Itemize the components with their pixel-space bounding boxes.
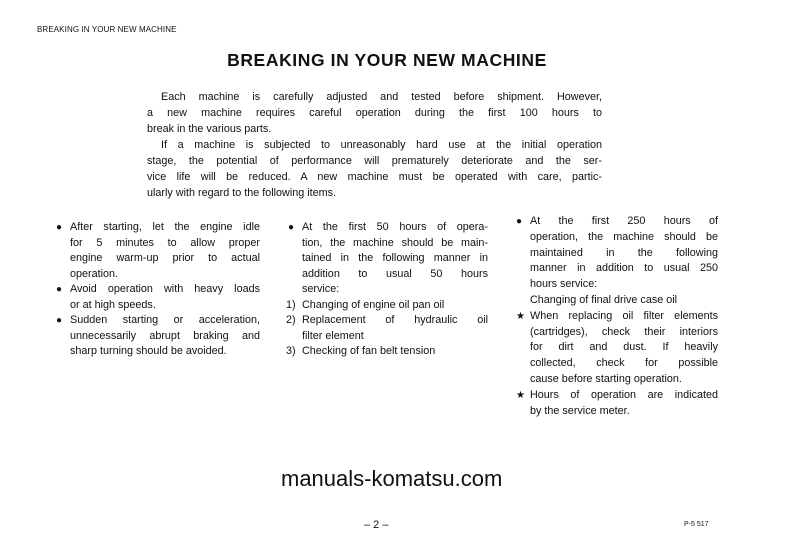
item-number: 2)	[286, 314, 296, 326]
list-item	[286, 298, 488, 314]
column-right	[516, 214, 718, 419]
star-icon: ★	[516, 310, 525, 322]
list-item-line: unnecessarily abrupt braking and	[70, 329, 260, 342]
list-item-line: At the first 50 hours of opera-	[302, 221, 488, 233]
list-item-line: hours service:	[530, 278, 598, 291]
intro-line: a new machine requires careful operation during the first 100 hours to	[147, 107, 602, 119]
bullet-icon: ●	[56, 315, 63, 326]
star-icon: ★	[516, 389, 525, 401]
list-item	[516, 388, 718, 420]
list-item-line: for dirt and dust. If heavily	[530, 341, 718, 354]
intro-line: ularly with regard to the following items.	[147, 187, 337, 199]
intro-paragraph	[147, 89, 602, 201]
list-item-line: tion, the machine should be main-	[302, 236, 488, 249]
list-item-line: tained in the following manner in	[302, 252, 488, 264]
list-item-line: engine warm-up prior to actual	[70, 252, 260, 264]
list-item-line: maintained in the following	[530, 246, 718, 259]
list-item-line: sharp turning should be avoided.	[70, 345, 227, 357]
list-item-line: Changing of engine oil pan oil	[302, 298, 445, 311]
list-item-line: Avoid operation with heavy loads	[70, 283, 260, 295]
item-number: 3)	[286, 345, 296, 357]
intro-line: If a machine is subjected to unreasonably hard use at the initial operation	[161, 139, 602, 151]
list-item-line: Sudden starting or acceleration,	[70, 314, 260, 326]
list-item	[516, 309, 718, 388]
column-middle	[286, 220, 488, 360]
intro-line: stage, the potential of performance will prematurely deteriorate and the ser-	[147, 155, 602, 167]
list-item-line: collected, check for possible	[530, 357, 718, 370]
list-item-line: When replacing oil filter elements	[530, 309, 718, 322]
page-code: P-5 517	[684, 521, 709, 528]
list-item-line: or at high speeds.	[70, 298, 156, 311]
list-item-line: cause before starting operation.	[530, 372, 682, 385]
list-item-line: operation, the machine should be	[530, 230, 718, 243]
list-item-line: addition to usual 50 hours	[302, 267, 488, 280]
list-item-line: by the service meter.	[530, 404, 630, 417]
list-item	[56, 220, 260, 282]
list-item-line: filter element	[302, 329, 364, 342]
list-item	[286, 344, 488, 360]
list-item	[56, 313, 260, 360]
list-item-line: Replacement of hydraulic oil	[302, 314, 488, 326]
intro-line: vice life will be reduced. A new machine must be operated with care, partic-	[147, 171, 602, 183]
bullet-icon: ●	[56, 222, 63, 233]
running-header: BREAKING IN YOUR NEW MACHINE	[37, 25, 177, 34]
list-item	[56, 282, 260, 313]
list-item	[286, 313, 488, 344]
column-left	[56, 220, 260, 360]
watermark: manuals-komatsu.com	[281, 466, 503, 491]
bullet-icon: ●	[288, 222, 295, 233]
intro-line: break in the various parts.	[147, 123, 272, 135]
item-number: 1)	[286, 298, 296, 311]
list-item-line: At the first 250 hours of	[530, 215, 718, 227]
list-item-line: for 5 minutes to allow proper	[70, 236, 260, 249]
page-number: – 2 –	[364, 519, 389, 531]
list-item-line: manner in addition to usual 250	[530, 262, 718, 275]
list-item-line: After starting, let the engine idle	[70, 221, 260, 233]
list-item-line: Changing of final drive case oil	[530, 293, 678, 306]
list-item-line: operation.	[70, 267, 119, 280]
list-item	[516, 214, 718, 309]
page-title: BREAKING IN YOUR NEW MACHINE	[227, 50, 547, 70]
bullet-icon: ●	[516, 216, 523, 227]
bullet-icon: ●	[56, 284, 63, 295]
list-item-line: service:	[302, 283, 340, 295]
list-item-line: Checking of fan belt tension	[302, 345, 436, 357]
list-item-line: (cartridges), check their interiors	[530, 325, 718, 338]
list-item-line: Hours of operation are indicated	[530, 388, 718, 401]
intro-line: Each machine is carefully adjusted and tested before shipment. However,	[161, 91, 602, 103]
list-item	[288, 220, 488, 298]
